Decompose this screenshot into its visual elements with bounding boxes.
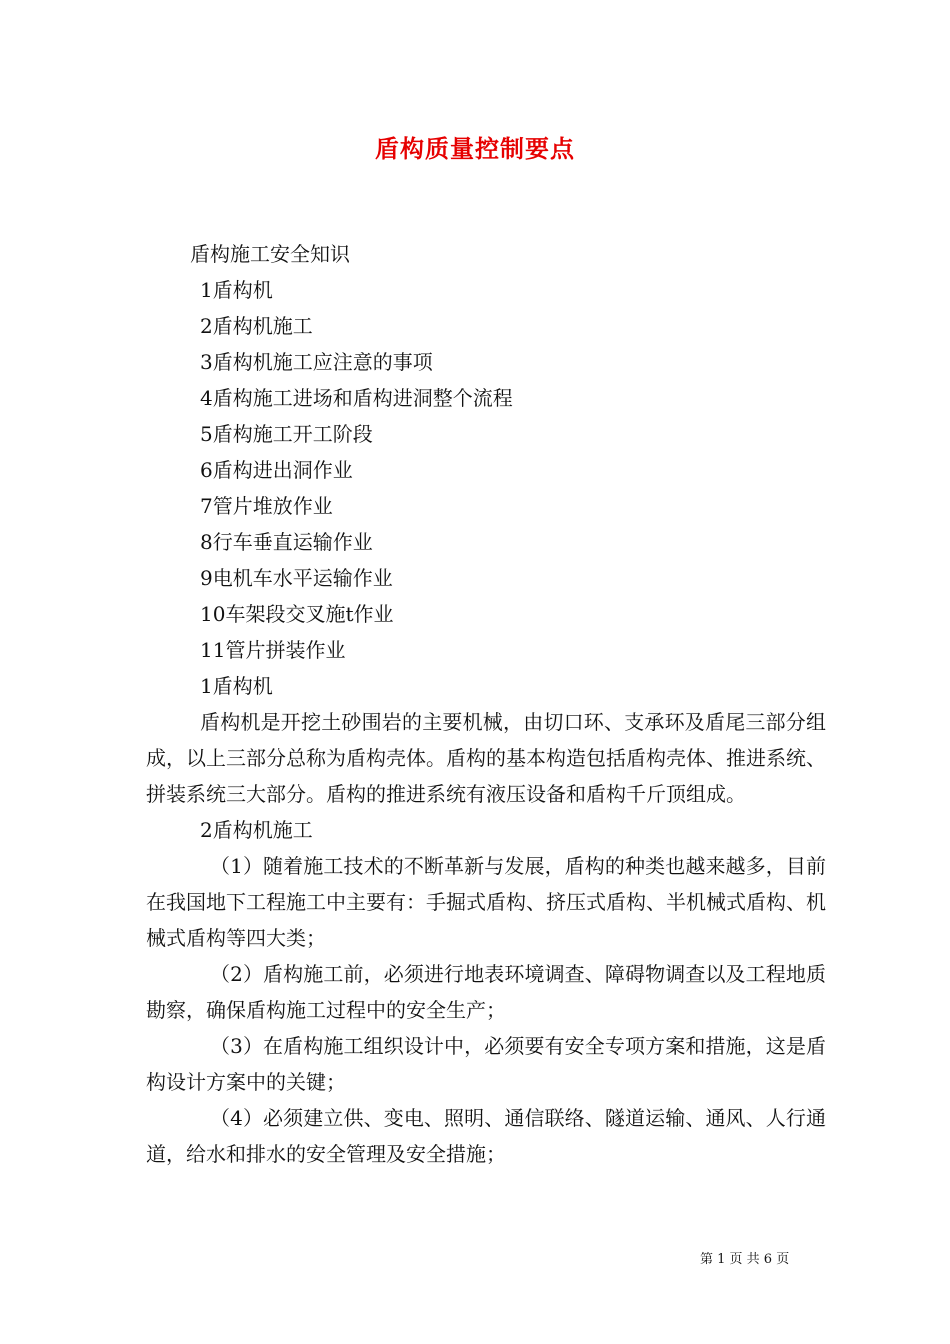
section-2-heading: 2盾构机施工	[200, 818, 313, 842]
toc-item: 6盾构进出洞作业	[200, 458, 353, 482]
toc-item: 9电机车水平运输作业	[200, 566, 393, 590]
section-2-item: （1）随着施工技术的不断革新与发展，盾构的种类也越来越多，目前在我国地下工程施工中主要有：手掘式盾构、挤压式盾构、半机械式盾构、机械式盾构等四大类；	[146, 854, 826, 950]
section-heading: 盾构施工安全知识	[190, 242, 350, 266]
section-2-item: （4）必须建立供、变电、照明、通信联络、隧道运输、通风、人行通道，给水和排水的安全管理及安全措施；	[146, 1106, 826, 1166]
document-body	[146, 236, 826, 1172]
section-1-heading: 1盾构机	[200, 674, 273, 698]
toc-item: 1盾构机	[200, 278, 273, 302]
section-2-item: （2）盾构施工前，必须进行地表环境调查、障碍物调查以及工程地质勘察，确保盾构施工过程中的安全生产；	[146, 962, 826, 1022]
toc-item: 4盾构施工进场和盾构进洞整个流程	[200, 386, 513, 410]
toc-item: 3盾构机施工应注意的事项	[200, 350, 433, 374]
page-number-footer: 第 1 页 共 6 页	[700, 1252, 790, 1267]
toc-item: 11管片拼装作业	[200, 638, 346, 662]
section-1-paragraph: 盾构机是开挖土砂围岩的主要机械，由切口环、支承环及盾尾三部分组成，以上三部分总称为盾构壳体。盾构的基本构造包括盾构壳体、推进系统、拼装系统三大部分。盾构的推进系统有液压设备和盾构千斤顶组成。	[146, 710, 826, 806]
toc-item: 2盾构机施工	[200, 314, 313, 338]
toc-item: 10车架段交叉施t作业	[200, 602, 394, 626]
toc-list	[146, 272, 826, 668]
toc-item: 8行车垂直运输作业	[200, 530, 373, 554]
document-title: 盾构质量控制要点	[375, 134, 575, 163]
toc-item: 5盾构施工开工阶段	[200, 422, 373, 446]
section-2-item: （3）在盾构施工组织设计中，必须要有安全专项方案和措施，这是盾构设计方案中的关键；	[146, 1034, 826, 1094]
toc-item: 7管片堆放作业	[200, 494, 333, 518]
